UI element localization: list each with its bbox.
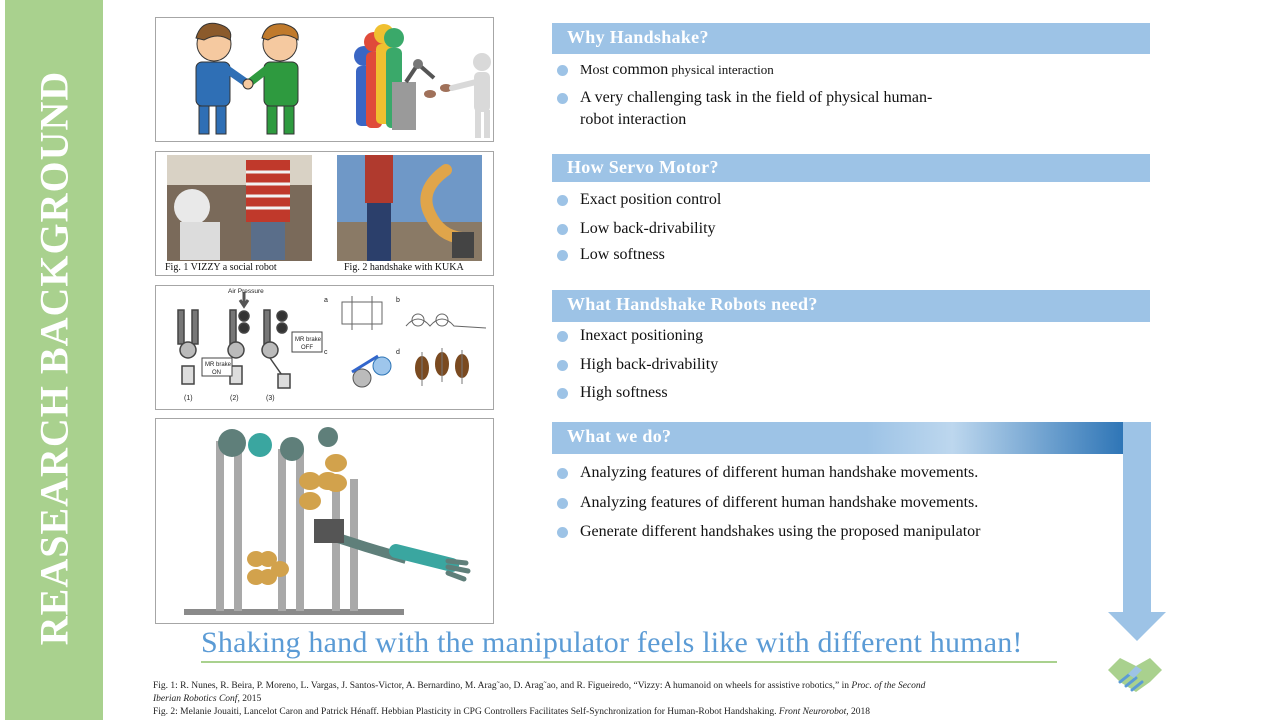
bullet-dot (557, 498, 568, 509)
reference-1-line-2: Iberian Robotics Conf, 2015 (153, 694, 262, 704)
label-air-pressure: Air Pressure (228, 288, 264, 295)
bullet-need-3-text: High softness (580, 384, 668, 401)
handshake-icon (1106, 652, 1164, 698)
bullet-do-2 (557, 492, 978, 514)
label-d: d (396, 349, 400, 356)
bullet-need-2 (557, 354, 718, 376)
image-panel-manipulator-render (155, 418, 494, 624)
image-panel-robot-photos (155, 151, 494, 276)
bullet-do-3-text: Generate different handshakes using the proposed manipulator (580, 523, 981, 540)
bullet-do-2-text: Analyzing features of different human handshake movements. (580, 494, 979, 511)
image-panel-handshake-illustrations (155, 17, 494, 142)
bullet-why-1-text: Most common physical interaction (580, 61, 774, 78)
bullet-servo-2-text: Low back-drivability (580, 220, 716, 237)
conclusion-underline (201, 661, 1057, 663)
label-n2: (2) (230, 395, 239, 402)
bullet-dot (557, 527, 568, 538)
bullet-servo-1-text: Exact position control (580, 191, 722, 208)
label-a: a (324, 297, 328, 304)
header-how-servo-motor: How Servo Motor? (552, 154, 1150, 182)
bullet-why-2-text: A very challenging task in the field of physical human- robot interaction (580, 89, 933, 128)
reference-2: Fig. 2: Melanie Jouaiti, Lancelot Caron and Patrick Hénaff. Hebbian Plasticity in CPG Controllers Facilitates Self-Synchronization for Human-Robot Handshaking. Front Neurorobot, 2018 (153, 707, 870, 717)
bullet-servo-2 (557, 218, 716, 240)
bullet-do-1 (557, 462, 978, 484)
label-n1: (1) (184, 395, 193, 402)
robot-photos (156, 152, 494, 276)
header-why-handshake: Why Handshake? (552, 23, 1150, 54)
bullet-why-1 (557, 59, 774, 82)
emphasis-common: common (612, 61, 669, 78)
bullet-need-1-text: Inexact positioning (580, 327, 704, 344)
header-what-robots-need: What Handshake Robots need? (552, 290, 1150, 322)
reference-1-line-1: Fig. 1: R. Nunes, R. Beira, P. Moreno, L. Vargas, J. Santos-Victor, A. Bernardino, M. Arag˜ao, D. Arag˜ao, and R. Figueiredo, “Vizzy: A humanoid on wheels for assistive robotics,” in Proc. of the Second (153, 681, 926, 691)
bullet-servo-3 (557, 244, 665, 266)
bullet-need-3 (557, 382, 668, 404)
label-mr-brake-on-1: MR brake (205, 362, 232, 368)
mr-brake-diagram (156, 286, 494, 410)
bullet-dot (557, 360, 568, 371)
label-n3: (3) (266, 395, 275, 402)
label-mr-brake-on-2: ON (212, 370, 221, 376)
label-c: c (324, 349, 328, 356)
image-panel-mr-brake-diagrams (155, 285, 494, 410)
label-mr-brake-off-2: OFF (301, 345, 313, 351)
bullet-servo-3-text: Low softness (580, 246, 665, 263)
bullet-dot (557, 224, 568, 235)
manipulator-render (156, 419, 494, 624)
bullet-dot (557, 468, 568, 479)
bullet-need-2-text: High back-drivability (580, 356, 719, 373)
bullet-servo-1 (557, 189, 721, 211)
fig2-caption: Fig. 2 handshake with KUKA (344, 262, 464, 273)
bullet-dot (557, 250, 568, 261)
fig1-caption: Fig. 1 VIZZY a social robot (165, 262, 277, 273)
bullet-need-1 (557, 325, 703, 347)
bullet-why-2 (557, 87, 932, 131)
bullet-do-3 (557, 521, 980, 543)
bullet-dot (557, 195, 568, 206)
label-mr-brake-off-1: MR brake (295, 337, 322, 343)
conclusion-text: Shaking hand with the manipulator feels like with different human! (201, 626, 1023, 659)
down-arrow-icon (1108, 422, 1166, 642)
label-b: b (396, 297, 400, 304)
header-what-we-do: What we do? (552, 422, 1124, 454)
bullet-dot (557, 65, 568, 76)
bullet-dot (557, 331, 568, 342)
bullet-do-1-text: Analyzing features of different human handshake movements. (580, 464, 979, 481)
bullet-dot (557, 93, 568, 104)
handshake-illustration (156, 18, 494, 142)
bullet-dot (557, 388, 568, 399)
sidebar-title: REASEARCH BACKGROUND (31, 70, 77, 646)
